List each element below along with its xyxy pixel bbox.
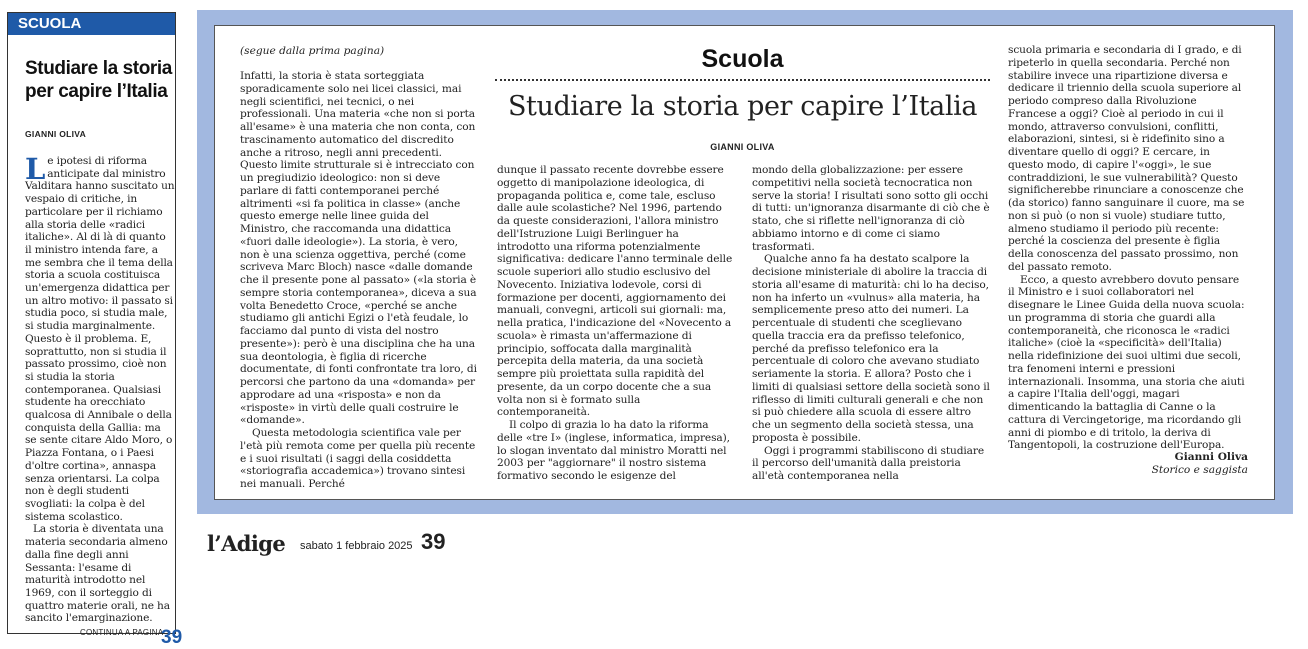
article-kicker: Scuola [701, 45, 784, 73]
signature [1008, 451, 1248, 477]
article-column-2 [497, 164, 733, 483]
dotted-divider [495, 79, 990, 81]
page-number: 39 [421, 529, 446, 554]
section-tag: SCUOLA [8, 13, 175, 35]
signature-role: Storico e saggista [1151, 463, 1248, 476]
article-column-4 [1008, 44, 1248, 452]
sidebar-paragraph: La storia è diventata una materia secondaria almeno dalla fine degli anni Sessanta: l'esame di maturità introdotto nel 1969, con il sorteggio di quattro materie orali, ne ha sancito l'emarginazione. [25, 523, 170, 625]
sidebar-paragraph [25, 152, 175, 523]
article-paragraph: Oggi i programmi stabiliscono di studiare il percorso dell'umanità dalla preistoria all'età contemporanea nella [752, 444, 985, 482]
article-column-1 [240, 70, 480, 491]
sidebar-paragraph-text: e ipotesi di riforma anticipate dal ministro Valditara hanno suscitato un vespaio di critiche, in particolare per il richiamo alla storia delle «radici italiche». Al di là di quanto il ministro intenda fare, a me sembra che il tema della storia a scuola costituisca un'emergenza didattica per un altro motivo: il passato si studia poco, si studia male, si studia marginalmente. Questo è il problema. E, soprattutto, non si studia il passato prossimo, cioè non si studia la storia contemporanea. Qualsiasi studente ha orecchiato qualcosa di Annibale o della conquista della Gallia: ma se sente citare Aldo Moro, o Piazza Fontana, o i Paesi d'oltre cortina», annaspa senza orientarsi. La colpa non è degli studenti svogliati: la colpa è del sistema scolastico. [25, 155, 175, 523]
article-paragraph: Ecco, a questo avrebbero dovuto pensare il Ministro e i suoi collaboratori nel disegnare le Linee Guida della nuova scuola: un programma di storia che guardi alla contemporaneità, che riconosca le «radici italiche» (cioè la «specificità» dell'Italia) nella ridefinizione dei suoi ultimi due secoli, tra fenomeni interni e pressioni internazionali. Insomma, una storia che aiuti a capire l'Italia dell'oggi, magari dimenticando la battaglia di Canne o la cattura di Vercingetorige, ma ricordando gli anni di piombo e di tritolo, la deriva di Tangentopoli, la costruzione dell'Europa. [1008, 273, 1245, 452]
article-paragraph: Qualche anno fa ha destato scalpore la decisione ministeriale di abolire la traccia di storia all'esame di maturità: chi lo ha deciso, non ha inferto un «vulnus» alla materia, ha semplicemente preso atto dei numeri. La percentuale di studenti che sceglievano quella traccia era da prefisso telefonico, perché da prefisso telefonico era la percentuale di coloro che avevano studiato seriamente la storia. E allora? Posto che i limiti di qualsiasi settore della società sono il riflesso di limiti culturali generali e che non si può chiedere alla scuola di essere altro che un segmento della società stessa, una proposta è possibile. [752, 253, 990, 444]
article-paragraph: dunque il passato recente dovrebbe essere oggetto di manipolazione ideologica, di propaganda politica e, come tale, escluso dalle aule scolastiche? Nel 1996, partendo da queste considerazioni, l'allora ministro dell'Istruzione Luigi Berlinguer ha introdotto una riforma potenzialmente significativa: dedicare l'anno terminale delle scuole superiori allo studio esclusivo del Novecento. Iniziativa lodevole, corsi di formazione per docenti, aggiornamento dei manuali, convegni, articoli sui giornali: ma, nella pratica, l'indicazione del «Novecento a scuola» è rimasta un'affermazione di principio, soffocata dalla marginalità percepita della materia, da una società sempre più proiettata sulla rapidità del presente, da un corpo docente che a sua volta non si è formato sulla contemporaneità. [497, 164, 733, 419]
issue-date: sabato 1 febbraio 2025 [300, 540, 413, 552]
continue-page-link[interactable]: 39 [161, 627, 183, 648]
article-paragraph: Il colpo di grazia lo ha dato la riforma delle «tre I» (inglese, informatica, impresa), lo slogan inventato dal ministro Moratti nel 2003 per "aggiornare" il nostro sistema formativo secondo le esigenze del [497, 419, 730, 482]
article-paragraph: Infatti, la storia è stata sorteggiata sporadicamente solo nei licei classici, mai negli scientifici, nei tecnici, o nei professionali. Una materia «che non si porta all'esame» è una materia che non conta, con trascinamento automatico del discredito anche a ritroso, negli anni precedenti. Questo limite strutturale si è intrecciato con un pregiudizio ideologico: non si deve parlare di fatti contemporanei perché altrimenti «si fa politica in classe» (anche questo emerge nelle linee guida del Ministro, che raccomanda una didattica «fuori dalle ideologie»). La storia, è vero, non è una scienza oggettiva, perché (come scriveva Marc Bloch) nasce «dalle domande che il presente pone al passato» («la storia è sempre storia contemporanea», diceva a sua volta Benedetto Croce, «perché se anche studiamo gli antichi Egizi o l'età feudale, lo facciamo dal punto di vista del nostro presente»): però è una disciplina che ha una sua deontologia, è figlia di ricerche documentate, di fonti confrontate tra loro, di percorsi che partono da una «domanda» per approdare ad una «risposta» e non da «risposte» in virtù delle quali costruire le «domande». [240, 70, 477, 427]
article-column-3 [752, 164, 990, 483]
newspaper-logo: l’Adige [207, 531, 286, 556]
drop-cap: L [25, 152, 46, 186]
article-paragraph: mondo della globalizzazione: per essere competitivi nella società tecnocratica non serve la storia! I risultati sono sotto gli occhi di tutti: un'ignoranza disarmante di ciò che è stato, che si riflette nell'ignoranza di ciò abbiamo intorno e di come ci siamo trasformati. [752, 164, 990, 253]
article-headline: Studiare la storia per capire l’Italia [507, 91, 978, 122]
article-paragraph: scuola primaria e secondaria di I grado, e di ripeterlo in quella secondaria. Perché non stabilire invece una ripartizione diversa e dedicare il triennio della scuola superiore al periodo compreso dalla Rivoluzione Francese a oggi? Cioè al periodo in cui il mondo, attraverso convulsioni, conflitti, elaborazioni, sintesi, si è ridefinito sino a diventare quello di oggi? E cercare, in questo modo, di capire l'«oggi», le sue contraddizioni, le sue vulnerabilità? Questo significherebbe rinunciare a conoscenze che (da storico) fanno sanguinare il cuore, ma se non si può (o non si vuole) studiare tutto, almeno studiamo il periodo più recente: perché la coscienza del presente è figlia della conoscenza del passato prossimo, non del passato remoto. [1008, 44, 1245, 273]
sidebar-body [25, 152, 175, 625]
article-author: GIANNI OLIVA [710, 142, 775, 152]
sidebar-author: GIANNI OLIVA [25, 129, 87, 139]
article-paragraph: Questa metodologia scientifica vale per l'età più remota come per quella più recente e i suoi risultati (i saggi della cosiddetta «storiografia accademica») trovano sintesi nei manuali. Perché [240, 427, 476, 490]
signature-name: Gianni Oliva [1174, 451, 1248, 463]
segue-note: (segue dalla prima pagina) [240, 45, 385, 57]
sidebar-teaser [7, 12, 183, 648]
sidebar-title: Studiare la storia per capire l’Italia [25, 58, 172, 102]
continue-label: CONTINUA A PAGINA [80, 628, 164, 637]
